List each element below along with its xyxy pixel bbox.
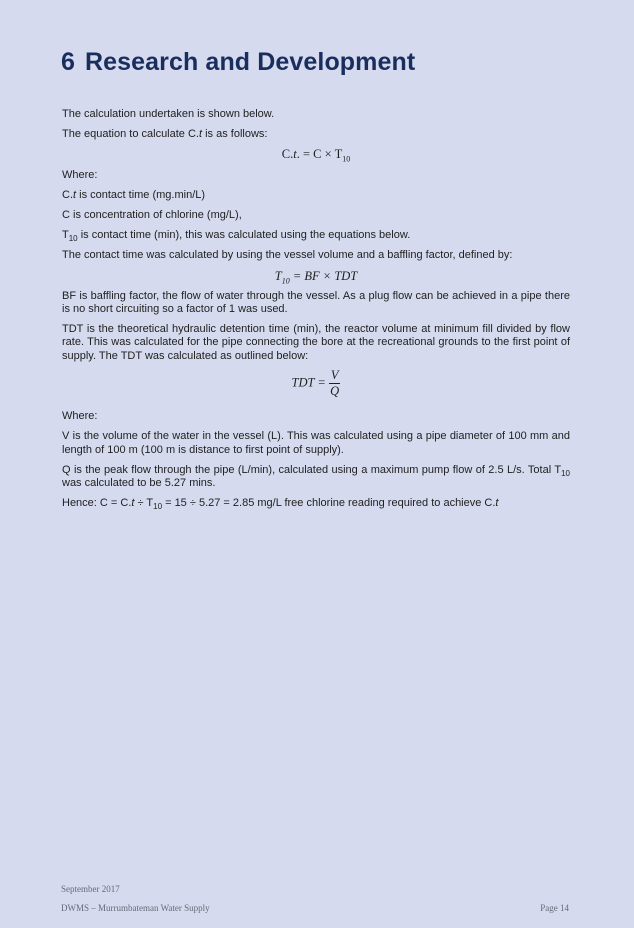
section-heading <box>61 48 415 77</box>
intro-paragraph: The calculation undertaken is shown below. <box>62 108 275 120</box>
result-paragraph: Hence: $C = C.t \div T_{10} = 15 \div 5.27 = 2.85$ mg/L free chlorine reading required to achieve C.t <box>62 497 499 512</box>
tdt-equation: TDT = $\frac{V}{Q}$ <box>291 367 340 399</box>
tdt-paragraph: TDT is the theoretical hydraulic detention time (min), the reactor volume at minimum fill divided by flow rate. This was calculated for the pipe connecting the bore at the recreational grounds to the first point of supply. The TDT was calculated as outlined below: <box>62 323 570 362</box>
document-body <box>62 108 570 517</box>
footer-document-title: DWMS – Murrumbateman Water Supply <box>61 903 210 913</box>
footer-date: September 2017 <box>61 884 120 894</box>
where-label: Where: <box>62 168 98 181</box>
section-number: 6 <box>61 48 76 76</box>
definition-c: C is concentration of chlorine (mg/L), <box>62 209 242 222</box>
definition-ct: C.t is contact time (mg.min/L) <box>62 188 206 201</box>
footer-line <box>61 903 569 913</box>
flow-paragraph: Q is the peak flow through the pipe (L/min), calculated using a maximum pump flow of 2.5 L/s. Total $T_{10}$ was calculated to be 5.27 mins. <box>62 463 570 490</box>
volume-paragraph: V is the volume of the water in the vessel (L). This was calculated using a pipe diameter of 100 mm and length of 100 m (100 m is distance to first point of supply). <box>62 430 570 456</box>
fraction: $\frac{V}{Q}$ <box>330 367 340 399</box>
section-title: Research and Development <box>85 48 416 76</box>
ct-equation: C.t. = $C \times T_{10}$ <box>281 147 351 164</box>
definition-t10: $T_{10}$ is contact time (min), this was calculated using the equations below. <box>62 229 411 244</box>
equation-intro: The equation to calculate C.t is as follows: <box>62 128 268 141</box>
baffling-factor-paragraph: BF is baffling factor, the flow of water through the vessel. As a plug flow can be achieved in a pipe there is no short circuiting so a factor of 1 was used. <box>62 289 570 316</box>
t10-equation: $T_{10}$ = BF × TDT <box>274 268 358 286</box>
footer-page-number: Page 14 <box>540 903 569 913</box>
contact-time-paragraph: The contact time was calculated by using the vessel volume and a baffling factor, defined by: <box>62 249 513 262</box>
where-label-2: Where: <box>62 410 98 423</box>
